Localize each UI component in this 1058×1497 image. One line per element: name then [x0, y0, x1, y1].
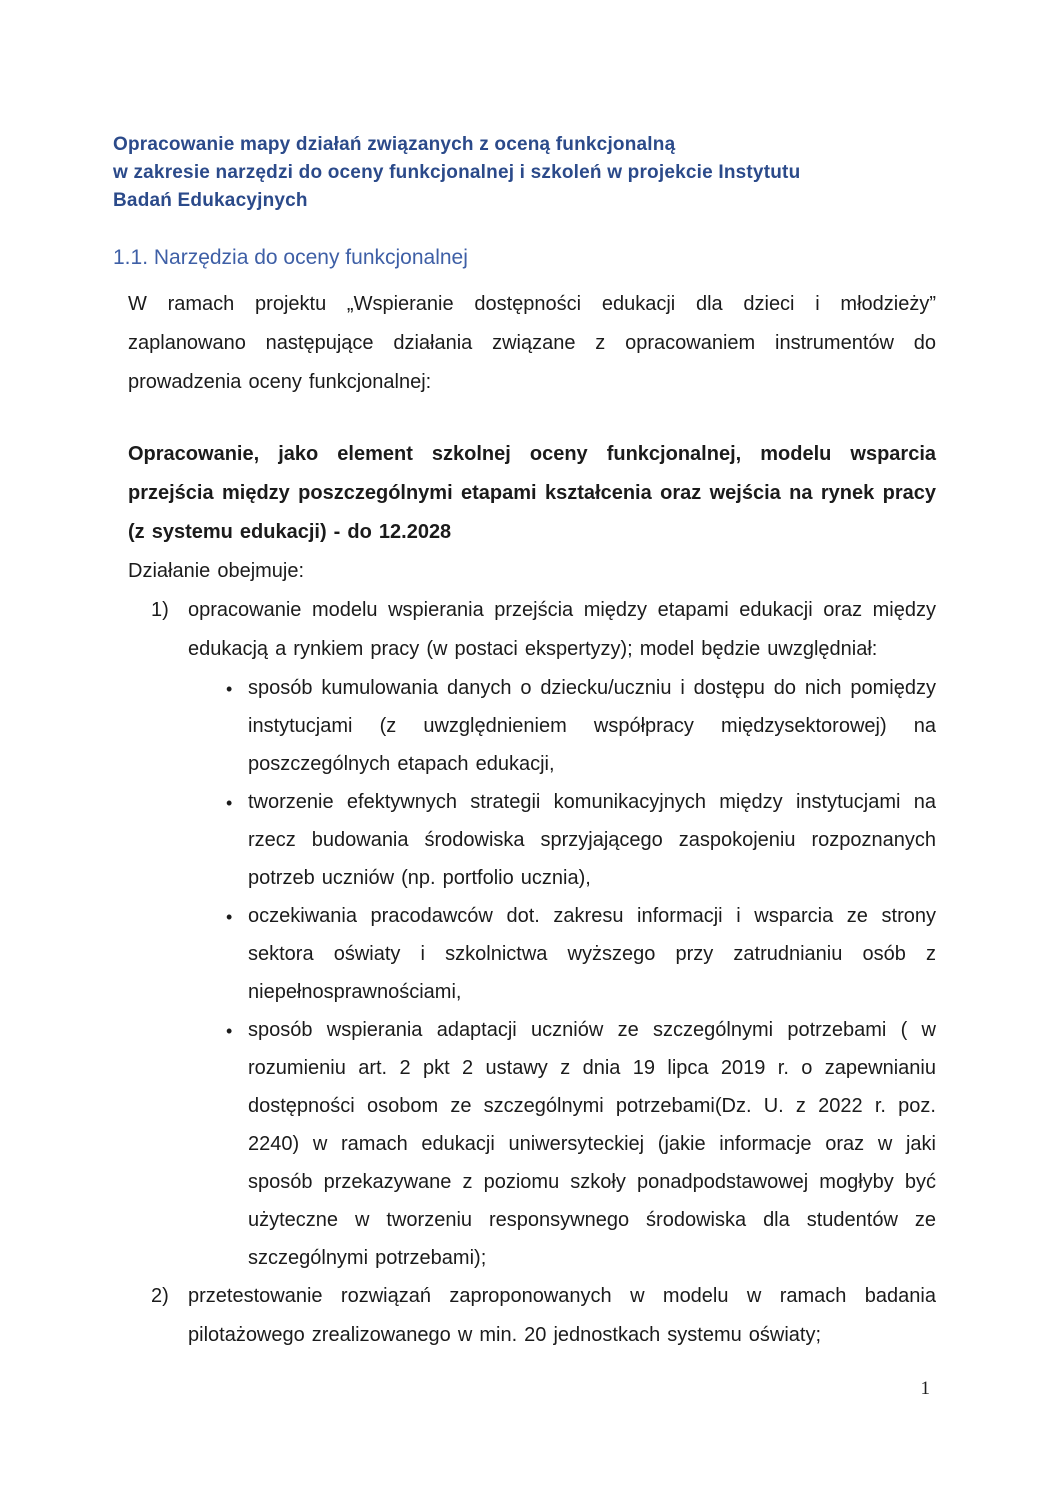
- bullet-list: [226, 669, 936, 1277]
- list-number-1: 1): [151, 599, 169, 621]
- bullet-item-4-text: sposób wspierania adaptacji uczniów ze szczególnymi potrzebami ( w rozumieniu art. 2 pkt 2 ustawy z dnia 19 lipca 2019 r. o zapewnianiu dostępności osobom ze szczególnymi potrzebami(Dz. U. z 2022 r. poz. 2240) w ramach edukacji uniwersyteckiej (jakie informacje oraz w jaki sposób przekazywane z poziomu szkoły ponadpodstawowej mogłyby być użyteczne w tworzeniu responsywnego środowiska dla studentów ze szczególnymi potrzebami);: [248, 1019, 936, 1269]
- title-line-2: w zakresie narzędzi do oceny funkcjonalnej i szkoleń w projekcie Instytutu: [113, 162, 801, 183]
- bullet-item-2: [226, 783, 936, 897]
- bullet-item-1-text: sposób kumulowania danych o dziecku/uczniu i dostępu do nich pomiędzy instytucjami (z uwzględnieniem współpracy międzysektorowej) na poszczególnych etapach edukacji,: [248, 677, 936, 775]
- numbered-item-1-text: opracowanie modelu wspierania przejścia między etapami edukacji oraz między edukacją a rynkiem pracy (w postaci ekspertyzy); model będzie uwzględniał:: [188, 599, 936, 660]
- numbered-item-2-text: przetestowanie rozwiązań zaproponowanych w modelu w ramach badania pilotażowego zrealizowanego w min. 20 jednostkach systemu oświaty;: [188, 1285, 936, 1346]
- numbered-item-2: [151, 1277, 936, 1355]
- bullet-icon: •: [226, 679, 233, 699]
- bullet-icon: •: [226, 907, 233, 927]
- document-content: [113, 131, 936, 1355]
- document-title: [113, 131, 936, 215]
- page-number: 1: [920, 1378, 930, 1399]
- bullet-icon: •: [226, 793, 233, 813]
- intro-paragraph: W ramach projektu „Wspieranie dostępności edukacji dla dzieci i młodzieży” zaplanowano następujące działania związane z opracowaniem instrumentów do prowadzenia oceny funkcjonalnej:: [128, 293, 936, 393]
- bullet-item-3: [226, 897, 936, 1011]
- bullet-item-2-text: tworzenie efektywnych strategii komunikacyjnych między instytucjami na rzecz budowania środowiska sprzyjającego zaspokojeniu rozpoznanych potrzeb uczniów (np. portfolio ucznia),: [248, 791, 936, 889]
- numbered-item-1: [151, 591, 936, 1277]
- bullet-item-4: [226, 1011, 936, 1277]
- section-heading: 1.1. Narzędzia do oceny funkcjonalnej: [113, 246, 468, 269]
- action-lead: Działanie obejmuje:: [128, 560, 305, 582]
- bullet-item-1: [226, 669, 936, 783]
- bullet-item-3-text: oczekiwania pracodawców dot. zakresu informacji i wsparcia ze strony sektora oświaty i szkolnictwa wyższego przy zatrudnianiu osób z niepełnosprawnościami,: [248, 905, 936, 1003]
- title-line-1: Opracowanie mapy działań związanych z oceną funkcjonalną: [113, 134, 676, 155]
- action-title-paragraph: Opracowanie, jako element szkolnej oceny funkcjonalnej, modelu wsparcia przejścia między poszczególnymi etapami kształcenia oraz wejścia na rynek pracy (z systemu edukacji) - do 12.2028: [128, 443, 936, 543]
- list-number-2: 2): [151, 1285, 169, 1307]
- title-line-3: Badań Edukacyjnych: [113, 190, 308, 211]
- bullet-icon: •: [226, 1021, 233, 1041]
